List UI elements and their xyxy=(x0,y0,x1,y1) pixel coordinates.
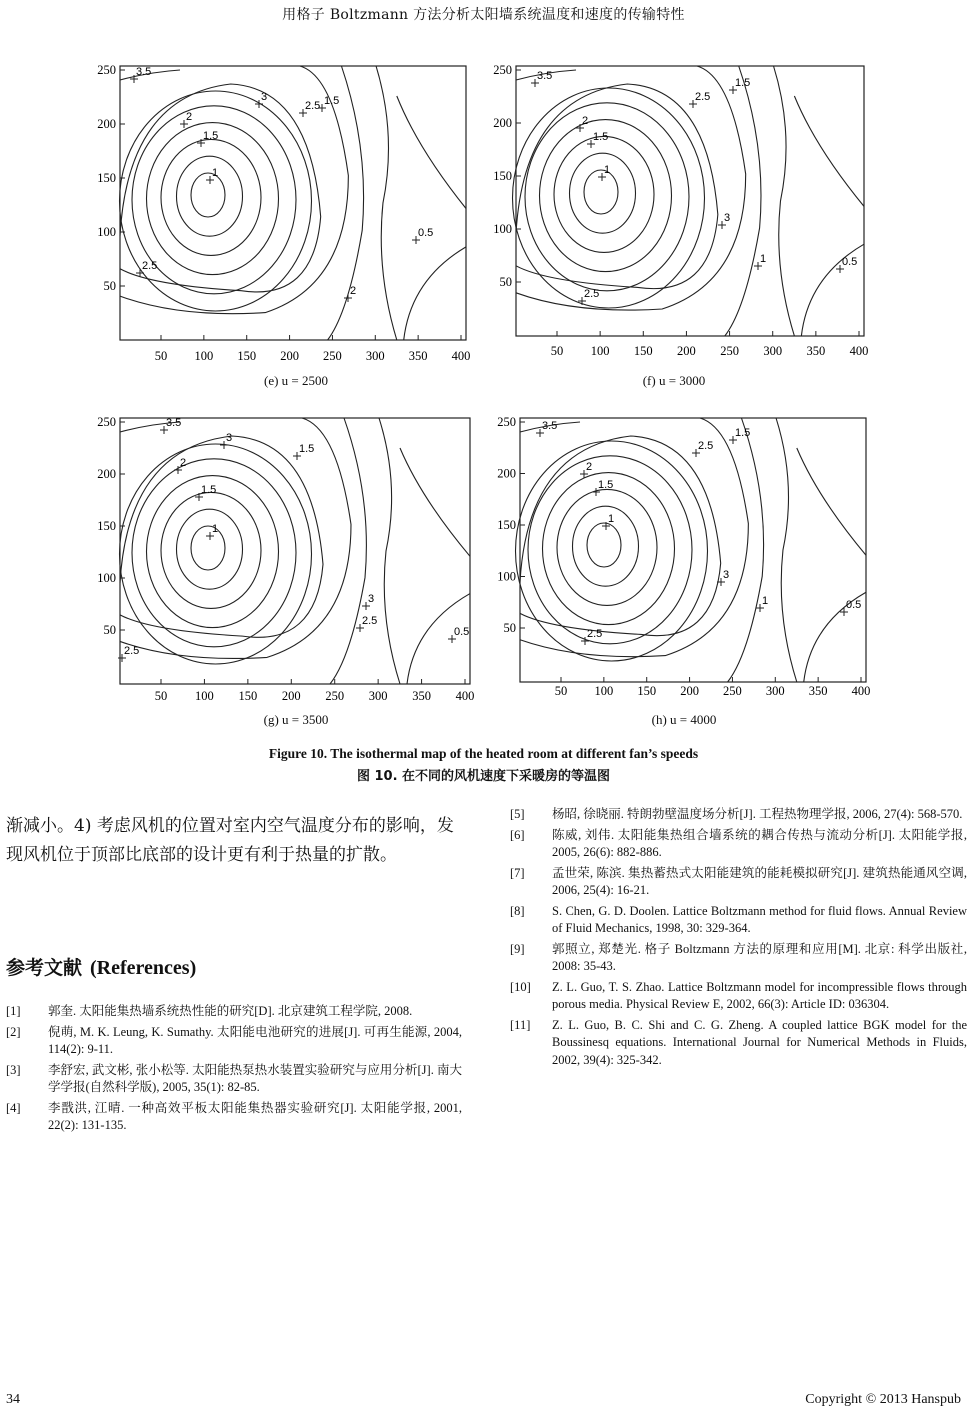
contour-label: 3.5 xyxy=(136,66,152,78)
x-tick-label: 400 xyxy=(849,344,869,358)
y-tick-label: 250 xyxy=(497,415,516,429)
x-tick-label: 400 xyxy=(451,349,471,363)
x-tick-label: 200 xyxy=(680,684,699,698)
subcaption-g: (g) u = 3500 xyxy=(263,712,329,727)
y-tick-label: 250 xyxy=(97,63,116,77)
contour-label: 1 xyxy=(762,595,769,607)
contour-label: 2.5 xyxy=(142,260,158,272)
contour-label: 1 xyxy=(212,167,219,179)
isotherm-ring xyxy=(543,473,675,625)
reference-number: [6] xyxy=(510,827,525,842)
contour-label: 1.5 xyxy=(598,479,614,491)
reference-item xyxy=(510,903,967,938)
x-tick-label: 350 xyxy=(808,684,828,698)
x-tick-label: 350 xyxy=(806,344,826,358)
running-header: 用格子 Boltzmann 方法分析太阳墙系统温度和速度的传输特性 xyxy=(282,7,685,23)
x-tick-label: 200 xyxy=(677,344,696,358)
isotherm-ring xyxy=(573,506,639,586)
references-heading-zh: 参考文献 xyxy=(6,957,83,979)
contour-label: 1.5 xyxy=(201,484,217,496)
figure-caption-en: Figure 10. The isothermal map of the heated room at different fan’s speeds xyxy=(268,746,699,761)
reference-number: [4] xyxy=(6,1100,21,1115)
contour-label: 0.5 xyxy=(454,626,470,638)
y-tick-label: 100 xyxy=(97,571,116,585)
reference-text: Z. L. Guo, B. C. Shi and C. G. Zheng. A coupled lattice BGK model for the Boussinesq equations. International Journal for Numerical Methods in Fluids, 2002, 39(4): 325-342. xyxy=(552,1017,967,1067)
contour-label: 1 xyxy=(212,523,219,535)
x-tick-label: 50 xyxy=(154,689,168,703)
reference-number: [10] xyxy=(510,979,531,994)
figure-caption-zh: 图 10. 在不同的风机速度下采暖房的等温图 xyxy=(356,769,611,784)
reference-item xyxy=(6,1003,462,1021)
reference-text: 倪萌, M. K. Leung, K. Sumathy. 太阳能电池研究的进展[J]. 可再生能源, 2004, 114(2): 9-11. xyxy=(48,1024,462,1056)
subcaption-f: (f) u = 3000 xyxy=(642,373,706,388)
reference-item xyxy=(6,1024,462,1059)
contour-label: 3 xyxy=(724,212,731,224)
x-tick-label: 250 xyxy=(723,684,742,698)
y-tick-label: 150 xyxy=(497,518,516,532)
contour-label: 1.5 xyxy=(735,77,751,89)
reference-item xyxy=(510,941,967,976)
y-tick-label: 250 xyxy=(97,415,116,429)
x-tick-label: 150 xyxy=(237,349,257,363)
isotherm-outer xyxy=(520,418,751,657)
x-tick-label: 150 xyxy=(238,689,258,703)
contour-label: 0.5 xyxy=(846,599,862,611)
contour-label: 2.5 xyxy=(698,440,714,452)
isotherm-side xyxy=(776,418,797,682)
x-tick-label: 50 xyxy=(554,684,568,698)
contour-label: 1 xyxy=(604,164,611,176)
subcaption-e: (e) u = 2500 xyxy=(263,373,328,388)
y-tick-label: 200 xyxy=(97,467,116,481)
contour-label: 3 xyxy=(368,593,375,605)
reference-text: 陈威, 刘伟. 太阳能集热组合墙系统的耦合传热与流动分析[J]. 太阳能学报, 2005, 26(6): 882-886. xyxy=(552,827,967,859)
contour-label: 2 xyxy=(180,457,187,469)
reference-item xyxy=(6,1100,462,1135)
contour-label: 2 xyxy=(586,461,593,473)
reference-number: [9] xyxy=(510,941,525,956)
reference-text: 李舒宏, 武文彬, 张小松等. 太阳能热泵热水装置实验研究与应用分析[J]. 南大学学报(自然科学版), 2005, 35(1): 82-85. xyxy=(48,1062,462,1094)
x-tick-label: 50 xyxy=(550,344,564,358)
subcaption-h: (h) u = 4000 xyxy=(651,712,717,727)
contour-label: 2.5 xyxy=(587,628,603,640)
x-tick-label: 250 xyxy=(323,349,342,363)
y-tick-label: 150 xyxy=(97,519,116,533)
x-tick-label: 50 xyxy=(154,349,168,363)
x-tick-label: 150 xyxy=(633,344,653,358)
reference-number: [8] xyxy=(510,903,525,918)
reference-text: 杨昭, 徐晓丽. 特朗勃壁温度场分析[J]. 工程热物理学报, 2006, 27(4): 568-570. xyxy=(552,807,963,821)
y-tick-label: 50 xyxy=(103,623,116,637)
isotherm-ring xyxy=(516,441,708,661)
reference-number: [1] xyxy=(6,1004,21,1018)
y-tick-label: 150 xyxy=(493,169,512,183)
contour-label: 2.5 xyxy=(124,645,140,657)
x-tick-label: 250 xyxy=(325,689,345,703)
references-heading xyxy=(6,953,196,980)
x-tick-label: 200 xyxy=(280,349,299,363)
contour-label: 1.5 xyxy=(324,95,340,107)
body-paragraph: 渐减小。4) 考虑风机的位置对室内空气温度分布的影响，发现风机位于顶部比底部的设计更有利于热量的扩散。 xyxy=(6,816,454,865)
contour-label: 3.5 xyxy=(166,417,182,429)
reference-number: [2] xyxy=(6,1024,21,1039)
x-tick-label: 100 xyxy=(194,349,214,363)
copyright: Copyright © 2013 Hanspub xyxy=(805,1392,961,1407)
contour-label: 2.5 xyxy=(305,100,321,112)
reference-number: [7] xyxy=(510,865,525,880)
x-tick-label: 150 xyxy=(637,684,657,698)
references-left-column xyxy=(6,1003,462,1138)
reference-number: [3] xyxy=(6,1062,21,1077)
x-tick-label: 300 xyxy=(763,344,783,358)
contour-label: 1.5 xyxy=(203,130,219,142)
y-tick-label: 100 xyxy=(493,222,512,236)
reference-number: [5] xyxy=(510,807,525,821)
reference-item xyxy=(6,1062,462,1097)
contour-label: 3 xyxy=(261,91,268,103)
reference-item xyxy=(510,865,967,900)
contour-label: 2 xyxy=(186,111,193,123)
y-tick-label: 150 xyxy=(97,171,116,185)
references-right-column xyxy=(510,806,967,1072)
reference-item xyxy=(510,1017,967,1070)
contour-label: 2 xyxy=(350,285,357,297)
reference-text: 孟世荣, 陈滨. 集热蓄热式太阳能建筑的能耗模拟研究[J]. 建筑热能通风空调, 2006, 25(4): 16-21. xyxy=(552,865,967,897)
reference-item xyxy=(510,806,967,824)
contour-label: 0.5 xyxy=(418,227,434,239)
contour-label: 3 xyxy=(723,569,730,581)
y-tick-label: 200 xyxy=(97,117,116,131)
x-tick-label: 350 xyxy=(408,349,428,363)
x-tick-label: 100 xyxy=(195,689,214,703)
isotherm-ring xyxy=(587,523,621,567)
contour-label: 3.5 xyxy=(537,70,553,82)
reference-item xyxy=(510,979,967,1014)
contour-label: 1 xyxy=(608,513,615,525)
contour-label: 0.5 xyxy=(842,256,858,268)
y-tick-label: 50 xyxy=(103,279,116,293)
y-tick-label: 200 xyxy=(493,116,512,130)
x-tick-label: 400 xyxy=(455,689,475,703)
reference-text: 郭奎. 太阳能集热墙系统热性能的研究[D]. 北京建筑工程学院, 2008. xyxy=(48,1004,413,1018)
x-tick-label: 300 xyxy=(765,684,785,698)
reference-text: Z. L. Guo, T. S. Zhao. Lattice Boltzmann model for incompressible flows through porous media. Physical Review E, 2002, 66(3): Article ID: 036304. xyxy=(552,979,967,1011)
reference-number: [11] xyxy=(510,1017,531,1032)
y-tick-label: 100 xyxy=(97,225,116,239)
reference-text: S. Chen, G. D. Doolen. Lattice Boltzmann method for fluid flows. Annual Review of Fluid Mechanics, 1998, 30: 329-364. xyxy=(552,903,967,935)
x-tick-label: 100 xyxy=(594,684,614,698)
contour-label: 2.5 xyxy=(584,288,600,300)
page-number: 34 xyxy=(6,1392,20,1407)
reference-text: 郭照立, 郑楚光. 格子 Boltzmann 方法的原理和应用[M]. 北京: 科学出版社, 2008: 35-43. xyxy=(552,941,967,973)
x-tick-label: 200 xyxy=(281,689,301,703)
reference-item xyxy=(510,827,967,862)
x-tick-label: 300 xyxy=(368,689,388,703)
contour-label: 1 xyxy=(760,253,767,265)
y-tick-label: 100 xyxy=(497,569,516,584)
references-heading-en: (References) xyxy=(90,957,197,979)
x-tick-label: 250 xyxy=(720,344,739,358)
contour-label: 2.5 xyxy=(362,615,378,627)
y-tick-label: 50 xyxy=(503,621,516,635)
x-tick-label: 400 xyxy=(851,684,871,698)
x-tick-label: 350 xyxy=(412,689,431,703)
contour-label: 3.5 xyxy=(542,420,558,432)
y-tick-label: 250 xyxy=(493,63,512,77)
contour-label: 2.5 xyxy=(695,91,711,103)
y-tick-label: 200 xyxy=(497,466,516,481)
x-tick-label: 100 xyxy=(590,344,610,358)
contour-label: 1.5 xyxy=(735,427,751,439)
contour-label: 1.5 xyxy=(299,443,315,455)
contour-label: 3 xyxy=(226,432,233,444)
x-tick-label: 300 xyxy=(365,349,385,363)
contour-label: 2 xyxy=(582,115,589,127)
reference-text: 李戬洪, 江晴. 一种高效平板太阳能集热器实验研究[J]. 太阳能学报, 2001, 22(2): 131-135. xyxy=(48,1100,462,1132)
isotherm-side xyxy=(797,448,866,555)
contour-label: 1.5 xyxy=(593,131,609,143)
y-tick-label: 50 xyxy=(499,275,512,289)
